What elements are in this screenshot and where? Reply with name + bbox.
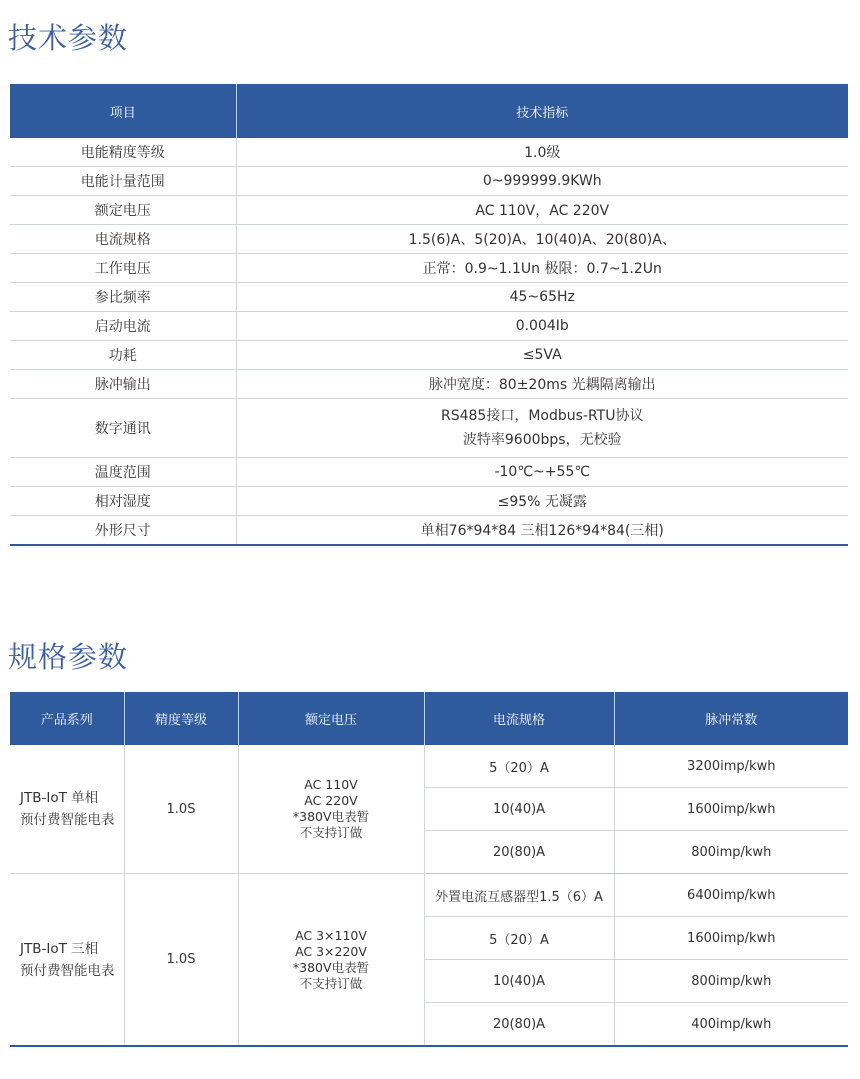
table-row xyxy=(10,399,848,458)
row-label: 脉冲输出 xyxy=(10,370,236,399)
series-line: JTB-IoT 三相 xyxy=(20,940,99,957)
table-row xyxy=(10,370,848,399)
table-row xyxy=(10,138,848,167)
tech-header-row xyxy=(10,84,848,138)
table-row xyxy=(10,874,848,917)
row-label: 相对湿度 xyxy=(10,487,236,516)
series-line: 预付费智能电表 xyxy=(20,812,115,828)
pulse-constant: 1600imp/kwh xyxy=(614,788,848,831)
voltage-line: *380V电表暂 xyxy=(292,809,370,824)
pulse-constant: 400imp/kwh xyxy=(691,1016,772,1032)
row-label: 电能精度等级 xyxy=(10,138,236,167)
table-row xyxy=(10,487,848,516)
row-value: 0~999999.9KWh xyxy=(236,167,848,196)
header-pulse: 脉冲常数 xyxy=(614,692,848,745)
current-spec: 20(80)A xyxy=(424,1003,614,1047)
series-line: JTB-IoT 单相 xyxy=(20,790,99,806)
table-row xyxy=(10,312,848,341)
row-value: 脉冲宽度：80±20ms 光耦隔离输出 xyxy=(236,370,848,399)
row-label: 工作电压 xyxy=(10,254,236,283)
table-row xyxy=(10,516,848,546)
current-spec: 5（20）A xyxy=(424,745,614,788)
product-series xyxy=(10,874,124,1047)
header-current: 电流规格 xyxy=(424,692,614,745)
spec-section-title: 规格参数 xyxy=(8,640,129,674)
voltage-line: AC 110V xyxy=(304,777,358,792)
table-row xyxy=(10,196,848,225)
row-label: 电流规格 xyxy=(10,225,236,254)
voltage-line: *380V电表暂 xyxy=(292,959,370,975)
current-spec: 5（20）A xyxy=(424,917,614,960)
voltage-line: AC 3×110V xyxy=(295,927,367,943)
table-row xyxy=(10,254,848,283)
row-value: 1.0级 xyxy=(236,138,848,167)
series-line: 预付费智能电表 xyxy=(20,962,115,979)
header-item: 项目 xyxy=(10,84,236,138)
rated-voltage xyxy=(238,745,424,874)
row-label: 额定电压 xyxy=(10,196,236,225)
accuracy-class: 1.0S xyxy=(124,745,238,874)
pulse-constant: 800imp/kwh xyxy=(614,831,848,874)
row-label: 参比频率 xyxy=(10,283,236,312)
voltage-line: 不支持订做 xyxy=(299,975,363,991)
row-value: AC 110V，AC 220V xyxy=(236,196,848,225)
accuracy-class: 1.0S xyxy=(124,874,238,1047)
row-value: 1.5(6)A、5(20)A、10(40)A、20(80)A、 xyxy=(236,225,848,254)
row-value: ≤95% 无凝露 xyxy=(236,487,848,516)
header-series: 产品系列 xyxy=(10,692,124,745)
row-value: 45~65Hz xyxy=(236,283,848,312)
pulse-constant: 3200imp/kwh xyxy=(614,745,848,788)
voltage-line: AC 3×220V xyxy=(295,943,367,959)
table-row xyxy=(10,458,848,487)
row-label: 温度范围 xyxy=(10,458,236,487)
tech-section-title: 技术参数 xyxy=(8,21,129,55)
current-spec: 10(40)A xyxy=(424,788,614,831)
header-accuracy: 精度等级 xyxy=(124,692,238,745)
pulse-constant: 800imp/kwh xyxy=(614,960,848,1003)
current-spec: 外置电流互感器型1.5（6）A xyxy=(424,874,614,917)
header-voltage: 额定电压 xyxy=(238,692,424,745)
voltage-line: AC 220V xyxy=(304,793,358,808)
product-series xyxy=(10,745,124,874)
voltage-line: 不支持订做 xyxy=(299,825,363,840)
current-spec: 10(40)A xyxy=(424,960,614,1003)
row-label: 功耗 xyxy=(10,341,236,370)
table-row xyxy=(10,745,848,788)
current-spec: 20(80)A xyxy=(424,831,614,874)
rated-voltage xyxy=(238,874,424,1047)
header-spec: 技术指标 xyxy=(236,84,848,138)
row-value-line: RS485接口，Modbus-RTU协议 xyxy=(441,408,644,424)
table-row xyxy=(10,341,848,370)
row-value: 单相76*94*84 三相126*94*84(三相) xyxy=(420,523,664,539)
table-row xyxy=(10,225,848,254)
row-value-line: 波特率9600bps，无校验 xyxy=(462,432,622,448)
row-label: 启动电流 xyxy=(10,312,236,341)
row-label: 电能计量范围 xyxy=(10,167,236,196)
pulse-constant: 1600imp/kwh xyxy=(614,917,848,960)
row-value: -10℃~+55℃ xyxy=(236,458,848,487)
row-value: 0.004Ib xyxy=(236,312,848,341)
spec-header-row xyxy=(10,692,848,745)
table-row xyxy=(10,283,848,312)
row-label: 外形尺寸 xyxy=(10,516,236,546)
row-value: 正常：0.9~1.1Un 极限：0.7~1.2Un xyxy=(236,254,848,283)
row-label: 数字通讯 xyxy=(10,399,236,458)
row-value: ≤5VA xyxy=(236,341,848,370)
table-row xyxy=(10,167,848,196)
pulse-constant: 6400imp/kwh xyxy=(614,874,848,917)
tech-params-table xyxy=(10,84,848,546)
spec-params-table xyxy=(10,692,848,1047)
row-value xyxy=(236,399,848,458)
